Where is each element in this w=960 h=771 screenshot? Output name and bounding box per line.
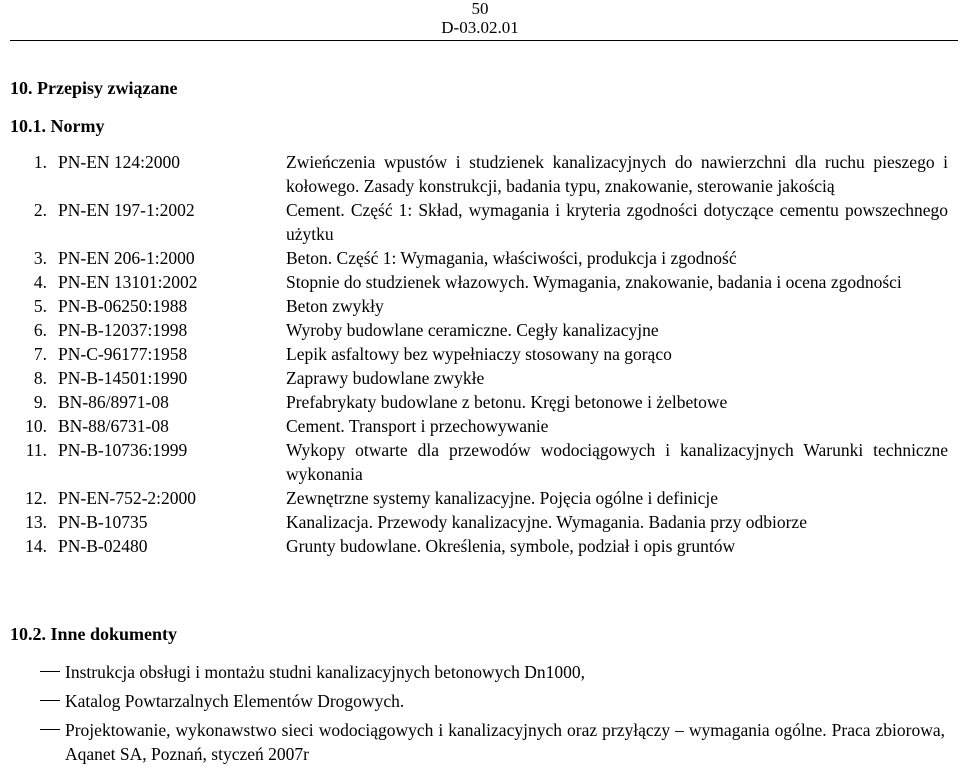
norm-title: Kanalizacja. Przewody kanalizacyjne. Wymagania. Badania przy odbiorze [286, 512, 807, 532]
norm-row [10, 438, 950, 486]
norm-code: PN-EN 13101:2002 [58, 272, 198, 292]
norm-title: Grunty budowlane. Określenia, symbole, podział i opis gruntów [286, 536, 736, 556]
document-code: D-03.02.01 [441, 18, 519, 37]
norm-code: PN-B-12037:1998 [58, 320, 188, 340]
norm-number: 6. [33, 320, 47, 340]
norm-row [10, 486, 950, 510]
norm-row [10, 270, 950, 294]
norm-row [10, 534, 950, 558]
norm-number: 7. [33, 344, 47, 364]
norm-row [10, 198, 950, 246]
norm-title: Zwieńczenia wpustów i studzienek kanalizacyjnych do nawierzchni dla ruchu pieszego i kołowego. Zasady konstrukcji, badania typu, znakowanie, sterowanie jakością [286, 152, 948, 196]
norm-title: Zewnętrzne systemy kanalizacyjne. Pojęcia ogólne i definicje [286, 488, 718, 508]
document-list-item [10, 689, 945, 713]
dash-bullet [10, 718, 60, 766]
norm-title: Cement. Część 1: Skład, wymagania i kryteria zgodności dotyczące cementu powszechnego użytku [286, 200, 948, 244]
page-number: 50 [471, 0, 489, 18]
norm-number: 2. [33, 200, 47, 220]
norm-code: PN-B-10736:1999 [58, 440, 188, 460]
dash-bullet-mark [40, 729, 60, 730]
document-list-item [10, 660, 945, 684]
norm-number: 8. [33, 368, 47, 388]
norm-number: 13. [25, 512, 47, 532]
norm-row [10, 318, 950, 342]
norm-title: Beton zwykły [286, 296, 384, 316]
document-text: Katalog Powtarzalnych Elementów Drogowych. [65, 691, 405, 711]
section-heading-norms: 10.1. Normy [10, 116, 105, 136]
norm-number: 5. [33, 296, 47, 316]
norm-code: PN-EN 206-1:2000 [58, 248, 195, 268]
page-header [0, 0, 960, 40]
other-documents-list [10, 660, 945, 771]
norm-number: 4. [33, 272, 47, 292]
dash-bullet [10, 660, 60, 684]
norm-number: 3. [33, 248, 47, 268]
norm-row [10, 414, 950, 438]
norm-number: 9. [33, 392, 47, 412]
norm-title: Stopnie do studzienek włazowych. Wymagania, znakowanie, badania i ocena zgodności [286, 272, 902, 292]
document-list-item [10, 718, 945, 766]
norm-code: PN-C-96177:1958 [58, 344, 188, 364]
norm-code: PN-B-06250:1988 [58, 296, 188, 316]
norm-code: PN-B-02480 [58, 536, 148, 556]
norm-row [10, 246, 950, 270]
norm-title: Prefabrykaty budowlane z betonu. Kręgi betonowe i żelbetowe [286, 392, 728, 412]
norm-code: PN-B-10735 [58, 512, 148, 532]
dash-bullet [10, 689, 60, 713]
norm-row [10, 366, 950, 390]
norm-number: 1. [33, 152, 47, 172]
norm-code: PN-B-14501:1990 [58, 368, 188, 388]
norm-row [10, 510, 950, 534]
dash-bullet-mark [40, 700, 60, 701]
norm-code: PN-EN 124:2000 [58, 152, 181, 172]
norm-number: 14. [25, 536, 47, 556]
section-heading-other-documents: 10.2. Inne dokumenty [10, 624, 178, 644]
norm-row [10, 390, 950, 414]
norm-code: PN-EN 197-1:2002 [58, 200, 195, 220]
norm-code: BN-88/6731-08 [58, 416, 169, 436]
header-divider [10, 40, 958, 41]
norm-number: 10. [25, 416, 47, 436]
norm-title: Cement. Transport i przechowywanie [286, 416, 549, 436]
norm-number: 12. [25, 488, 47, 508]
norm-number: 11. [25, 440, 47, 460]
norm-title: Wyroby budowlane ceramiczne. Cegły kanalizacyjne [286, 320, 659, 340]
section-heading-related-regulations: 10. Przepisy związane [10, 78, 178, 98]
norm-code: PN-EN-752-2:2000 [58, 488, 197, 508]
norm-row [10, 342, 950, 366]
norm-code: BN-86/8971-08 [58, 392, 169, 412]
norms-list [10, 150, 950, 558]
norm-title: Lepik asfaltowy bez wypełniaczy stosowany na gorąco [286, 344, 672, 364]
document-text: Projektowanie, wykonawstwo sieci wodociągowych i kanalizacyjnych oraz przyłączy – wymagania ogólne. Praca zbiorowa, Aqanet SA, Poznań, styczeń 2007r [65, 720, 945, 764]
norm-title: Beton. Część 1: Wymagania, właściwości, produkcja i zgodność [286, 248, 737, 268]
document-text: Instrukcja obsługi i montażu studni kanalizacyjnych betonowych Dn1000, [65, 662, 586, 682]
norm-row [10, 294, 950, 318]
norm-row [10, 150, 950, 198]
dash-bullet-mark [40, 671, 60, 672]
norm-title: Zaprawy budowlane zwykłe [286, 368, 485, 388]
norm-title: Wykopy otwarte dla przewodów wodociągowych i kanalizacyjnych Warunki techniczne wykonania [286, 440, 948, 484]
